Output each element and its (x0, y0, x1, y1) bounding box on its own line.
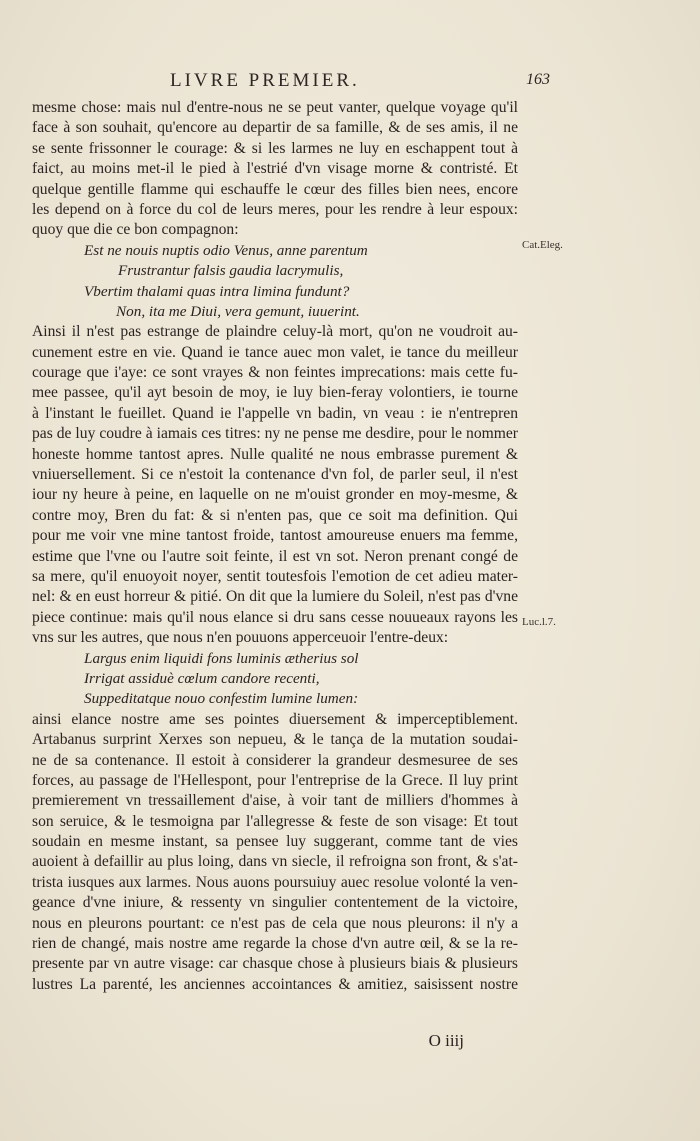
verse-line: Vbertim thalami quas intra limina fundunt? (84, 282, 350, 300)
text-line: quoy que die ce bon compagnon: (32, 221, 239, 239)
verse-line: Frustrantur falsis gaudia lacrymulis, (118, 262, 344, 280)
verse-line: Non, ita me Diui, vera gemunt, iuuerint. (116, 302, 360, 320)
text-line: geance d'vne iniure, & ressenty vn singulier contentement de la victoire, (32, 894, 518, 912)
text-line: quelque gentille flamme qui eschauffe le cœur des filles bien nees, encore (32, 180, 518, 198)
text-line: trista iusques aux larmes. Nous auons poursuiuy auec resolue volonté la ven- (32, 873, 518, 891)
page-header (30, 70, 550, 94)
text-line: se sente frissonner le courage: & si les larmes ne luy en eschappent tout à (32, 139, 518, 157)
text-line: premierement vn tressaillement d'aise, à voir tant de milliers d'hommes à (32, 792, 518, 810)
verse-line: Irrigat assiduè cœlum candore recenti, (84, 669, 320, 687)
text-line: contre moy, Bren du fat: & si n'enten pas, que ce soit ma definition. Qui (32, 506, 518, 524)
paragraph-1 (32, 98, 518, 241)
text-line: presente par vn autre visage: car chasque chose à plusieurs biais & plusieurs (32, 955, 518, 973)
text-line: vniuersellement. Si ce n'estoit la contenance d'vn fol, de parler seul, il n'est (32, 466, 518, 484)
text-line: les depend on à force du col de leurs meres, pour les rendre à leur espoux: (32, 200, 518, 218)
text-line: ne de sa contenance. Il estoit à considerer la grandeur desmesuree de ses (32, 751, 518, 769)
paragraph-3 (32, 710, 518, 995)
text-line: nous en pleurons pourtant: ce n'est pas de cela que nous pleurons: il n'y a (32, 914, 518, 932)
text-line: forces, au passage de l'Hellespont, pour l'entreprise de la Grece. Il luy print (32, 771, 518, 789)
verse-quotation-lucretius (32, 649, 518, 710)
text-line: cunement estre en vie. Quand ie tance auec mon valet, ie tance du meilleur (32, 343, 518, 361)
text-line: auoient à defaillir au plus loing, dans vn siecle, il refroigna son front, & s'at- (32, 853, 518, 871)
running-title: LIVRE PREMIER. (170, 70, 360, 91)
main-text-block (32, 98, 518, 995)
text-line: mesme chose: mais nul d'entre-nous ne se peut vanter, quelque voyage qu'il (32, 99, 518, 116)
text-line: rien de changé, mais nostre ame regarde la chose d'vn autre œil, & se la re- (32, 935, 518, 953)
verse-line: Est ne nouis nuptis odio Venus, anne parentum (84, 241, 368, 259)
verse-line: Suppeditatque nouo confestim lumine lumen: (84, 690, 359, 708)
verse-quotation-catullus (32, 241, 518, 323)
text-line: face à son souhait, qu'encore au departir de sa famille, & de ses amis, il ne (32, 119, 518, 137)
text-line: mee passee, qu'il ayt besoin de moy, ie luy bien-feray volontiers, ie tourne (32, 384, 518, 402)
text-line: Artabanus surprint Xerxes son nepueu, & le tança de la mutation soudai- (32, 731, 518, 749)
page-number: 163 (526, 71, 550, 88)
text-line: Ainsi il n'est pas estrange de plaindre celuy-là mort, qu'on ne voudroit au- (32, 323, 518, 341)
text-line: estime que l'vne ou l'autre soit feinte, il est vn sot. Neron prenant congé de (32, 547, 518, 565)
signature-mark: O iiij (428, 1031, 464, 1050)
text-line: pas de luy coudre à iamais ces titres: ny ne pense me desdire, pour le nommer (32, 425, 518, 443)
text-line: vns sur les autres, que nous n'en pouuons apperceuoir l'entre-deux: (32, 629, 449, 647)
text-line: lustres La parenté, les anciennes accointances & amitiez, saisissent nostre (32, 975, 518, 993)
text-line: courage que i'aye: ce sont vrayes & non feintes imprecations: mais cette fu- (32, 364, 518, 382)
verse-line: Largus enim liquidi fons luminis ætherius sol (84, 649, 359, 667)
text-line: honeste homme tantost apres. Nulle qualité ne nous embrasse purement & (32, 445, 518, 463)
text-line: pour me voir vne mine tantost froide, tantost amoureuse enuers ma femme, (32, 527, 518, 545)
text-line: sa mere, qu'il enuoyoit noyer, sentit toutesfois l'emotion de cet adieu mater- (32, 567, 518, 585)
text-line: iour ny heure à peine, en laquelle on ne m'ouist gronder en moy-mesme, & (32, 486, 518, 504)
text-line: faict, au moins met-il le pied à l'estrié d'vn visage morne & contristé. Et (32, 160, 518, 178)
text-line: piece continue: mais qu'il nous elance si dru sans cesse nouueaux rayons les (32, 608, 518, 626)
text-line: nel: & en eust horreur & pitié. On dit que la lumiere du Soleil, n'est pas d'vne (32, 588, 518, 606)
text-line: ainsi elance nostre ame ses pointes diuersement & imperceptiblement. (32, 710, 518, 728)
margin-note-cat-eleg: Cat.Eleg. (522, 239, 563, 251)
text-line: à l'instant le fueillet. Quand ie l'appelle vn badin, vn veau : ie n'entrepren (32, 404, 518, 422)
text-line: soudain en mesme instant, sa pensee luy suggerant, comme tant de vies (32, 833, 518, 851)
text-line: son seruice, & le tesmoigna par l'allegresse & feste de son visage: Et tout (32, 812, 518, 830)
margin-note-luc: Luc.l.7. (522, 616, 556, 628)
paragraph-2 (32, 322, 518, 648)
